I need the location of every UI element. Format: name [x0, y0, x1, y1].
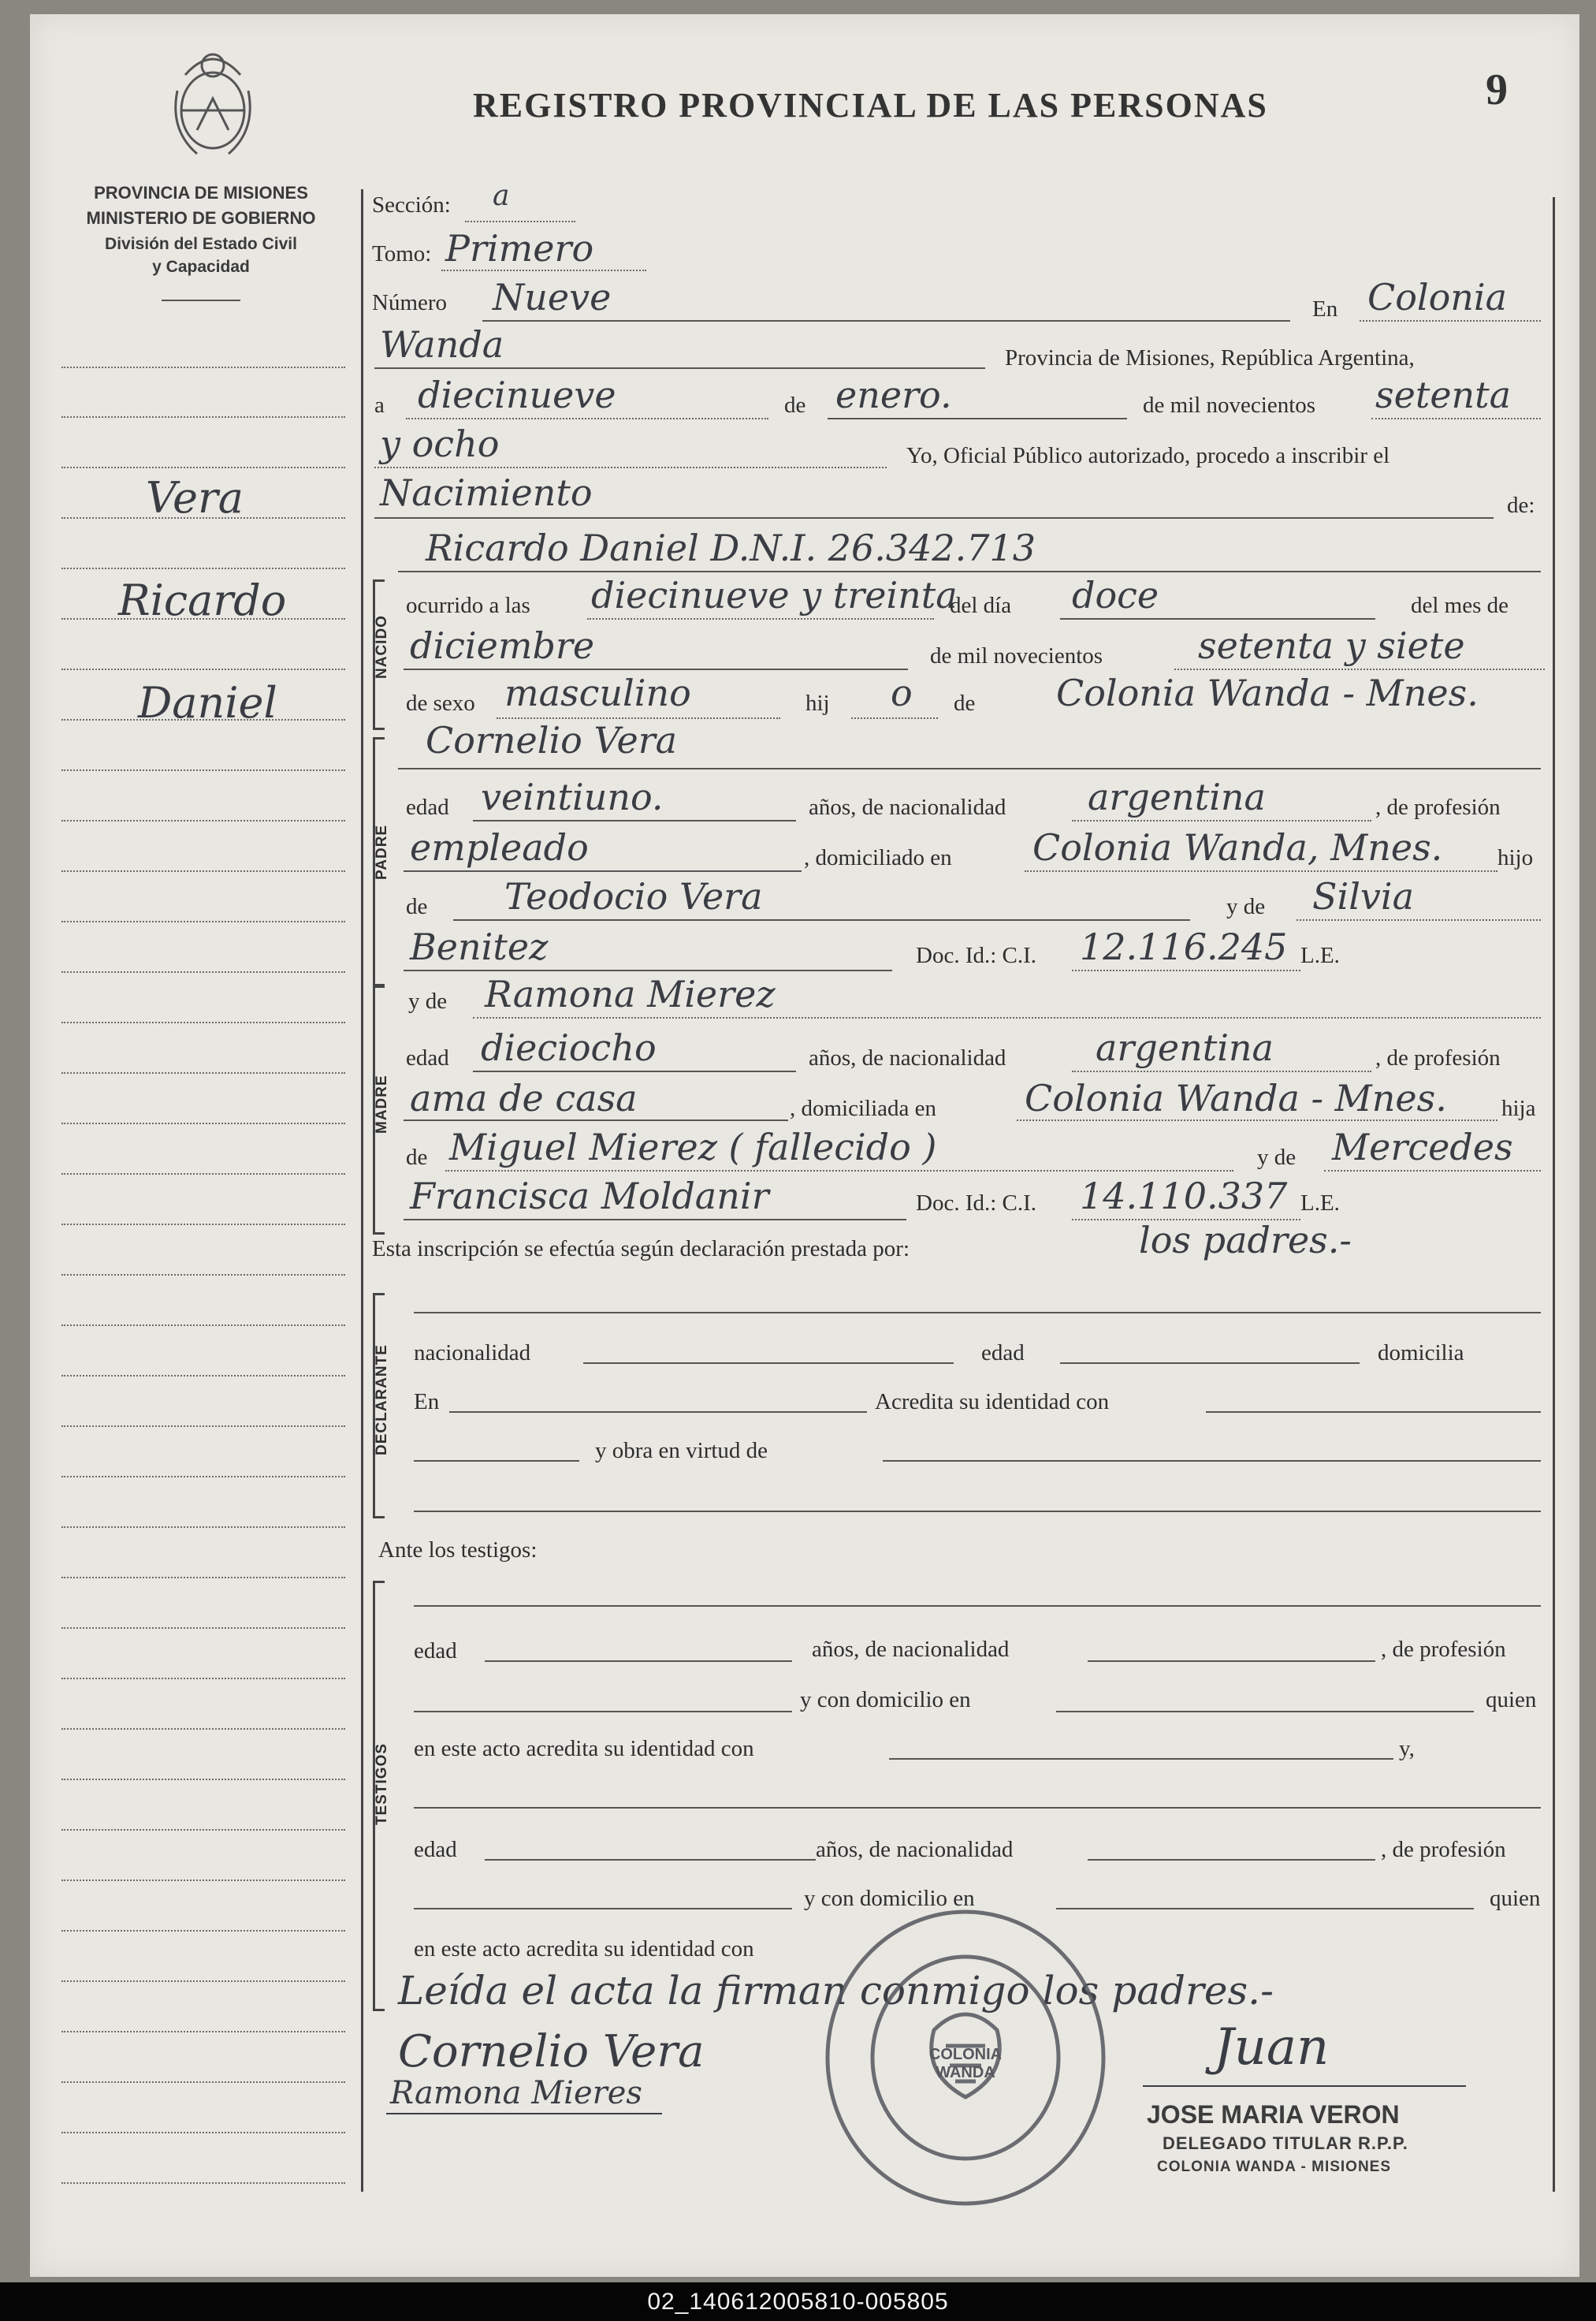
testigo1-edad-label: edad [414, 1638, 457, 1663]
section-madre-label: MADRE [374, 1075, 390, 1134]
padre-doc-id-label: Doc. Id.: C.I. [916, 943, 1037, 968]
tomo-value: Primero [445, 227, 594, 270]
fill-line [465, 221, 575, 222]
section-declarante-label: DECLARANTE [374, 1344, 390, 1455]
fill-line [414, 1711, 792, 1712]
margin-rule [61, 367, 345, 368]
page-title: REGISTRO PROVINCIAL DE LAS PERSONAS [473, 86, 1268, 125]
oficial-nombre: JOSE MARIA VERON [1147, 2100, 1400, 2129]
padre-le-label: L.E. [1300, 943, 1340, 968]
margin-rule [61, 1880, 345, 1881]
frame-left-rule [361, 189, 363, 2192]
madre-y-de-label: y de [408, 989, 448, 1014]
fill-line [583, 1362, 954, 1364]
padre-de-label: de [406, 894, 428, 919]
fill-line [587, 618, 934, 620]
margin-rule [61, 1829, 345, 1831]
hora-value: diecinueve y treinta [591, 574, 958, 617]
dia-nac-value: doce [1072, 574, 1159, 617]
margin-rule [61, 1980, 345, 1982]
fill-line [414, 1511, 1541, 1512]
margin-rule [61, 568, 345, 569]
madre-nombre-value: Ramona Mierez [485, 973, 776, 1015]
margin-rule [61, 467, 345, 468]
fill-line [449, 1411, 867, 1413]
madre-domicilio-value: Colonia Wanda - Mnes. [1025, 1077, 1447, 1120]
padre-domiciliado-label: , domiciliado en [804, 845, 952, 870]
del-mes-label: del mes de [1411, 593, 1509, 618]
padre-domicilio-value: Colonia Wanda, Mnes. [1032, 826, 1443, 869]
fill-line [414, 1908, 792, 1909]
madre-doc-id-label: Doc. Id.: C.I. [916, 1190, 1037, 1216]
fill-line [374, 467, 887, 468]
hij-label: hij [805, 691, 830, 716]
en-label: En [1312, 296, 1338, 322]
margin-rule [61, 1476, 345, 1477]
hijo-label: hijo [1497, 845, 1534, 870]
abuela-paterna-value-1: Silvia [1312, 875, 1415, 918]
margin-rule [61, 971, 345, 973]
fill-line [485, 1660, 792, 1662]
testigo1-prof-label: , de profesión [1381, 1637, 1506, 1662]
provincia-republica-label: Provincia de Misiones, República Argentina, [1005, 345, 1415, 371]
division-underline [162, 300, 240, 301]
numero-value: Nueve [493, 276, 612, 319]
declarante-nacionalidad-label: nacionalidad [414, 1340, 531, 1365]
margin-rule [61, 769, 345, 771]
frame-right-rule [1553, 197, 1555, 2192]
margin-rule [61, 2031, 345, 2032]
margin-rule [61, 1425, 345, 1427]
abuela-materna-value-1: Mercedes [1332, 1126, 1513, 1168]
margin-rule [61, 1627, 345, 1629]
testigo2-prof-label: , de profesión [1381, 1837, 1506, 1862]
margin-rule [61, 2132, 345, 2133]
fill-line [414, 1605, 1541, 1607]
testigo2-domicilio-label: y con domicilio en [804, 1886, 975, 1911]
fill-line [386, 2113, 662, 2114]
fill-line [1017, 1120, 1497, 1121]
inscripcion-label: Esta inscripción se efectúa según declaración prestada por: [372, 1236, 910, 1261]
tomo-label: Tomo: [372, 241, 432, 266]
margin-rule [61, 1274, 345, 1276]
fill-line [1060, 1362, 1360, 1364]
lugar-nac-value: Colonia Wanda - Mnes. [1056, 672, 1479, 714]
de-label-2: de [954, 691, 976, 716]
testigo2-acredita-label: en este acto acredita su identidad con [414, 1936, 754, 1961]
mil-novecientos-nac-label: de mil novecientos [930, 643, 1103, 669]
margin-rule [61, 416, 345, 418]
margin-rule [61, 870, 345, 872]
fill-line [1174, 669, 1545, 670]
coat-of-arms-emblem [166, 43, 260, 170]
a-label: a [374, 393, 385, 418]
acto-value: Nacimiento [380, 471, 593, 514]
testigo1-y-label: y, [1399, 1736, 1415, 1761]
margin-rule [61, 1577, 345, 1578]
section-nacido-label: NACIDO [374, 615, 390, 679]
margin-rule [61, 1779, 345, 1780]
madre-edad-value: dieciocho [481, 1026, 657, 1069]
margin-rule [61, 1526, 345, 1528]
fill-line [414, 1807, 1541, 1809]
province-label: PROVINCIA DE MISIONES [94, 183, 308, 203]
division-label-2: y Capacidad [152, 258, 250, 276]
abuelo-paterno-value: Teodocio Vera [504, 875, 763, 918]
testigo2-edad-label: edad [414, 1837, 457, 1862]
margin-rule [61, 921, 345, 922]
testigo2-quien-label: quien [1490, 1886, 1541, 1911]
oficial-localidad: COLONIA WANDA - MISIONES [1157, 2159, 1392, 2175]
fill-line [473, 1071, 796, 1072]
margin-given-name-1: Ricardo [118, 576, 287, 625]
margin-rule [61, 1375, 345, 1377]
seccion-label: Sección: [372, 192, 451, 218]
margin-rule [61, 820, 345, 821]
padre-nacionalidad-label: años, de nacionalidad [809, 795, 1006, 820]
fill-line [445, 1170, 1233, 1172]
padre-y-de-label: y de [1226, 894, 1266, 919]
nombre-dni-value: Ricardo Daniel D.N.I. 26.342.713 [426, 527, 1036, 569]
fill-line [1056, 1711, 1474, 1712]
margin-rule [61, 1022, 345, 1023]
section-padre-label: PADRE [374, 824, 390, 880]
fill-line [441, 270, 646, 271]
padre-nacionalidad-value: argentina [1088, 776, 1266, 818]
fill-line [398, 571, 1541, 572]
margin-rule [61, 1173, 345, 1175]
padre-nombre-value: Cornelio Vera [426, 719, 678, 762]
fill-line [414, 1460, 579, 1462]
fill-line [485, 1859, 816, 1861]
fill-line [406, 418, 768, 419]
lugar-value-1: Colonia [1367, 276, 1508, 319]
fill-line [1297, 919, 1541, 921]
margin-rule [61, 1072, 345, 1074]
mes-value: enero. [835, 374, 952, 416]
fill-line [1072, 970, 1300, 971]
madre-edad-label: edad [406, 1045, 449, 1071]
firma-oficial-signature: Juan [1214, 2018, 1330, 2077]
fill-line [404, 870, 802, 872]
madre-profesion-label: , de profesión [1375, 1045, 1501, 1071]
margin-rule [61, 669, 345, 670]
fill-line [1088, 1859, 1375, 1861]
madre-profesion-value: ama de casa [410, 1077, 638, 1120]
margin-rule [61, 2081, 345, 2083]
madre-y-de-label-2: y de [1257, 1145, 1297, 1170]
de-colon-label: de: [1507, 493, 1535, 518]
margin-rule [61, 1123, 345, 1124]
hij-suffix-value: o [891, 672, 913, 714]
fill-line [889, 1758, 1393, 1760]
padre-ci-value: 12.116.245 [1080, 926, 1288, 968]
del-dia-label: del día [950, 593, 1012, 618]
anio-value-1: setenta [1375, 374, 1512, 416]
fill-line [1371, 418, 1541, 419]
madre-nacionalidad-value: argentina [1096, 1026, 1274, 1069]
fill-line [1360, 320, 1541, 322]
declarante-edad-label: edad [981, 1340, 1025, 1365]
ocurrido-label: ocurrido a las [406, 593, 530, 618]
fill-line [374, 367, 985, 369]
fill-line [1143, 2085, 1466, 2087]
archive-code: 02_140612005810-005805 [647, 2289, 949, 2315]
madre-domiciliada-label: , domiciliada en [790, 1096, 937, 1121]
sexo-value: masculino [504, 672, 691, 714]
oficial-publico-label: Yo, Oficial Público autorizado, procedo a inscribir el [906, 443, 1390, 468]
testigos-intro-label: Ante los testigos: [378, 1537, 538, 1563]
page-number: 9 [1486, 65, 1508, 114]
padre-edad-label: edad [406, 795, 449, 820]
fill-line [404, 1219, 906, 1220]
fill-line [1072, 820, 1371, 821]
fill-line [1324, 1170, 1541, 1172]
fill-line [1056, 1908, 1474, 1909]
padre-edad-value: veintiuno. [481, 776, 664, 818]
stamp-inner-text: COLONIA WANDA [928, 2046, 1003, 2081]
margin-given-name-2: Daniel [138, 678, 277, 728]
section-testigos-label: TESTIGOS [374, 1742, 390, 1826]
fill-line [851, 717, 938, 719]
testigo1-acredita-label: en este acto acredita su identidad con [414, 1736, 754, 1761]
fill-line [404, 669, 908, 670]
sexo-label: de sexo [406, 691, 475, 716]
lugar-value-2: Wanda [380, 323, 504, 366]
margin-rule [61, 1224, 345, 1225]
fill-line [404, 970, 892, 971]
firma-madre-signature: Ramona Mieres [390, 2075, 642, 2111]
fill-line [453, 919, 1190, 921]
division-label-1: División del Estado Civil [105, 235, 297, 253]
fill-line [374, 517, 1494, 519]
fill-line [1072, 1071, 1371, 1072]
fill-line [398, 768, 1541, 769]
abuela-paterna-value-2: Benitez [410, 926, 549, 968]
cierre-acta-text: Leída el acta la firman conmigo los padres.- [398, 1968, 1274, 2014]
margin-rule [61, 1728, 345, 1730]
numero-label: Número [372, 290, 448, 315]
madre-nacionalidad-label: años, de nacionalidad [809, 1045, 1006, 1071]
margin-rule [61, 1930, 345, 1932]
fill-line [482, 320, 1290, 322]
madre-de-label: de [406, 1145, 428, 1170]
fill-line [1206, 1411, 1541, 1413]
oficial-cargo: DELEGADO TITULAR R.P.P. [1163, 2133, 1408, 2153]
margin-rule [61, 1324, 345, 1326]
abuela-materna-value-2: Francisca Moldanir [410, 1175, 769, 1217]
dia-value: diecinueve [418, 374, 616, 416]
fill-line [1088, 1660, 1375, 1662]
fill-line [473, 820, 796, 821]
fill-line [404, 1120, 788, 1121]
firma-padre-signature: Cornelio Vera [398, 2026, 705, 2077]
abuelo-materno-value: Miguel Mierez ( fallecido ) [449, 1126, 937, 1168]
ministry-label: MINISTERIO DE GOBIERNO [86, 208, 316, 228]
madre-ci-value: 14.110.337 [1080, 1175, 1288, 1217]
fill-line [1025, 870, 1497, 872]
declarante-acredita-label: Acredita su identidad con [875, 1389, 1110, 1414]
testigo1-quien-label: quien [1486, 1687, 1537, 1712]
fill-line [828, 418, 1127, 419]
margin-rule [61, 2182, 345, 2184]
testigo1-domicilio-label: y con domicilio en [800, 1687, 971, 1712]
mil-novecientos-label: de mil novecientos [1143, 393, 1316, 418]
hija-label: hija [1501, 1096, 1536, 1121]
fill-line [414, 1312, 1541, 1313]
madre-le-label: L.E. [1300, 1190, 1340, 1216]
seccion-value: a [493, 180, 510, 212]
fill-line [883, 1460, 1541, 1462]
margin-surname: Vera [146, 473, 244, 523]
fill-line [1060, 618, 1375, 620]
testigo2-nac-label: años, de nacionalidad [816, 1837, 1014, 1862]
declarante-en-label: En [414, 1389, 440, 1414]
mes-nac-value: diciembre [410, 624, 595, 667]
padre-profesion-label: , de profesión [1375, 795, 1501, 820]
anio-value-2: y ocho [380, 423, 500, 465]
fill-line [473, 1017, 1541, 1019]
declarante-obra-label: y obra en virtud de [595, 1438, 768, 1463]
margin-rule [61, 1678, 345, 1679]
declarante-domicilia-label: domicilia [1378, 1340, 1464, 1365]
declarantes-value: los padres.- [1139, 1219, 1352, 1261]
testigo1-nac-label: años, de nacionalidad [812, 1637, 1010, 1662]
padre-profesion-value: empleado [410, 826, 589, 869]
anio-nac-value: setenta y siete [1198, 624, 1465, 667]
de-label: de [784, 393, 806, 418]
